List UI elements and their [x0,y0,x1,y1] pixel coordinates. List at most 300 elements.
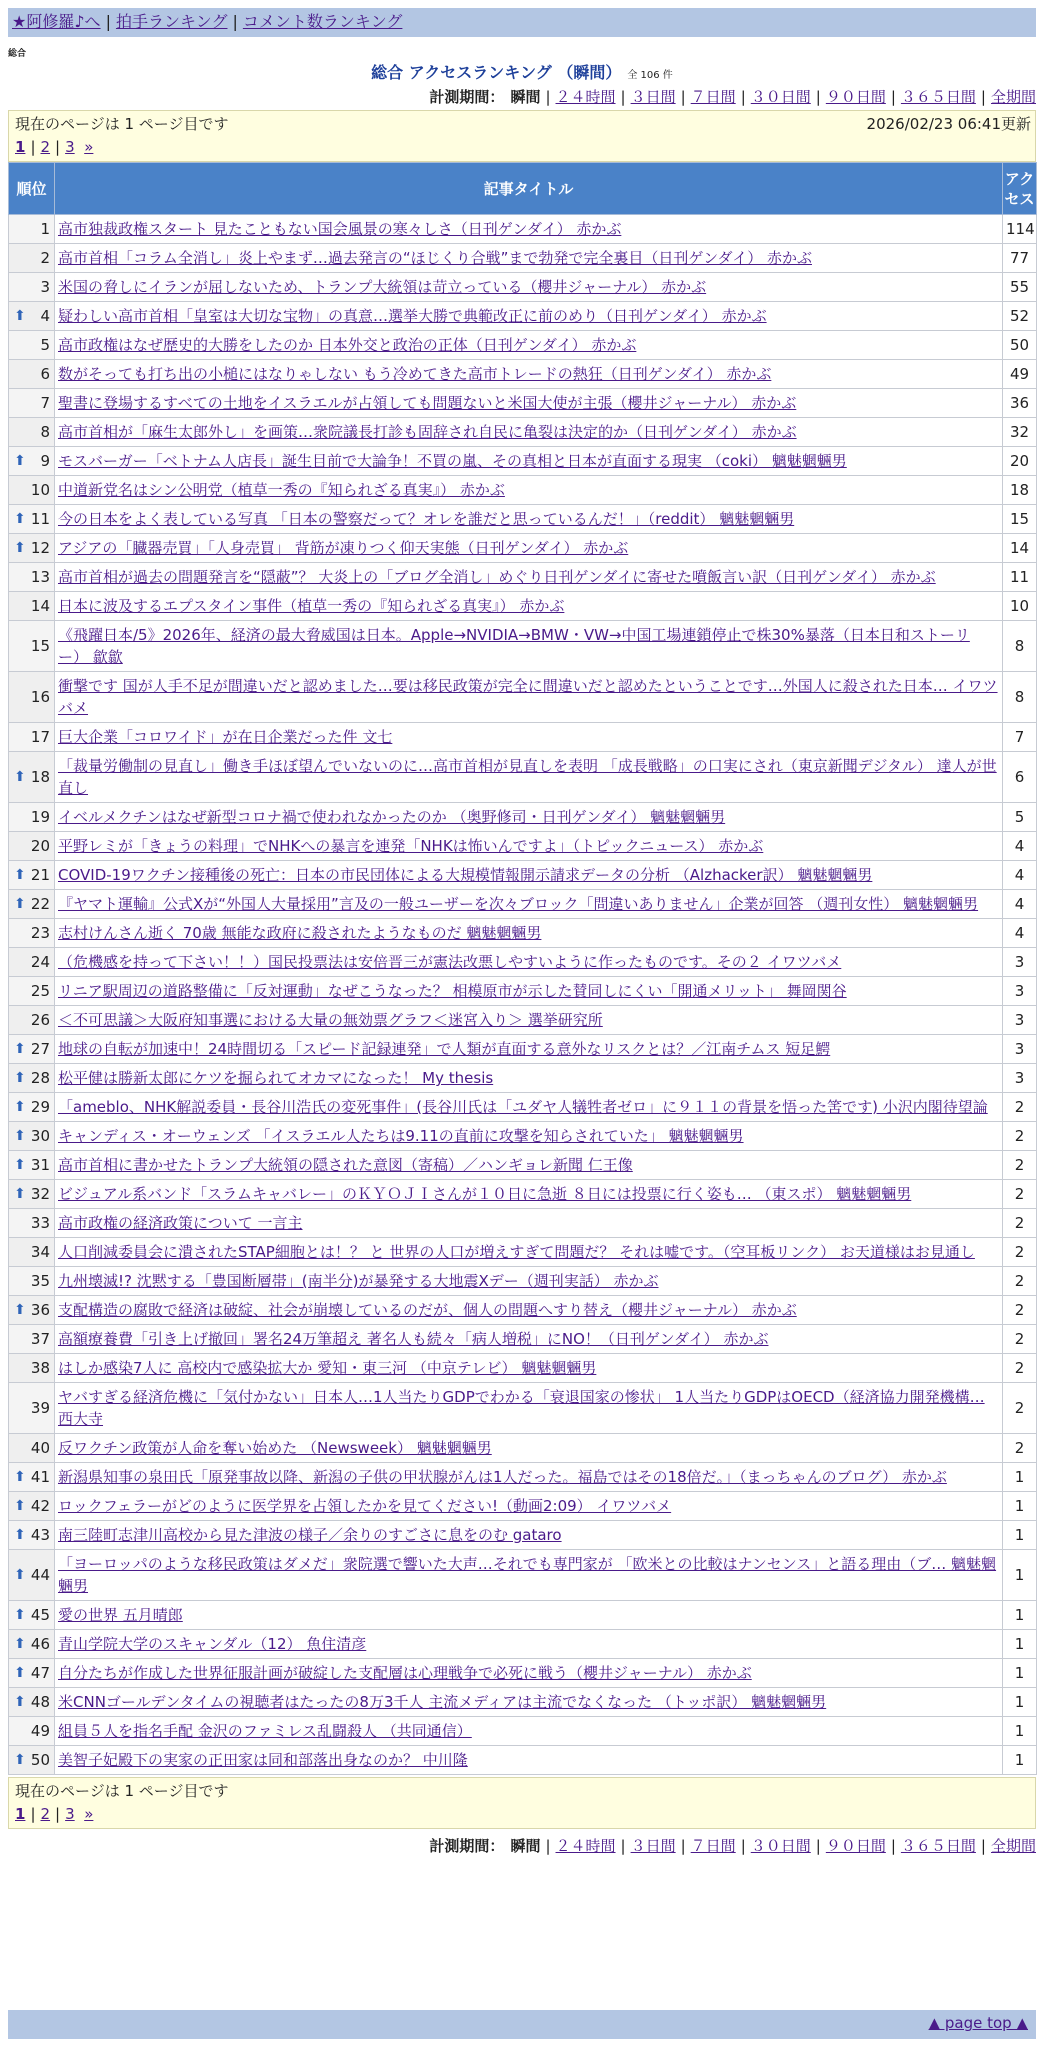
table-row [9,832,1037,861]
table-row [9,1325,1037,1354]
rank-cell [9,1688,55,1717]
page-link-2[interactable]: 2 [40,138,51,156]
table-row [9,621,1037,672]
title-cell [55,1064,1003,1093]
table-row [9,244,1037,273]
arrow-up-icon: ⬆ [14,1469,26,1485]
article-title-link[interactable]: 衝撃です 国が人手不足が間違いだと認めました…要は移民政策が完全に間違いだと認めたということです…外国人に殺された日本… イワツバメ [58,677,998,717]
title-cell [55,621,1003,672]
arrow-up-icon: ⬆ [14,1099,26,1115]
arrow-up-icon: ⬆ [14,1128,26,1144]
arrow-up-icon: ⬆ [14,1665,26,1681]
page-link-current-bottom[interactable]: 1 [15,1805,26,1823]
title-cell [55,1383,1003,1434]
period-selector-top: 計測期間： 瞬間 | ２４時間 | ３日間 | ７日間 | ３０日間 | ９０日間 | ３６５日間 | 全期間 [429,88,1036,106]
rank-number: 48 [30,1693,50,1711]
article-title-link[interactable]: ＜不可思議＞大阪府知事選における大量の無効票グラフ＜迷宮入り＞ 選挙研究所 [58,1011,603,1029]
article-title-link[interactable]: （危機感を持って下さい！！）国民投票法は安倍晋三が憲法改悪しやすいように作ったものです。その２ イワツバメ [58,953,842,971]
title-cell [55,563,1003,592]
period-30d-bottom[interactable]: ３０日間 [750,1837,811,1855]
rank-cell [9,1550,55,1601]
table-header-row [9,163,1037,215]
ranking-table-body [9,215,1037,1775]
article-title-link[interactable]: 『ヤマト運輸』公式Xが“外国人大量採用”言及の一般ユーザーを次々ブロック「問違いありません」企業が回答 （週刊女性） 魑魅魍魎男 [58,895,979,913]
article-title-link[interactable]: COVID-19ワクチン接種後の死亡：日本の市民団体による大規模情報開示請求データの分析 （Alzhacker訳） 魑魅魍魎男 [58,866,873,884]
period-3d[interactable]: ３日間 [630,88,676,106]
arrow-up-icon: ⬆ [14,867,26,883]
rank-cell [9,672,55,723]
article-title-link[interactable]: 「裁量労働制の見直し」働き手ほぼ望んでいないのに…高市首相が見直しを表明 「成長戦略」の口実にされ（東京新聞デジタル） 達人が世直し [58,757,997,797]
access-count: 1 [1003,1688,1037,1717]
article-title-link[interactable]: 今の日本をよく表している写真 「日本の警察だって？オレを誰だと思っているんだ！」（reddit） 魑魅魍魎男 [58,510,795,528]
arrow-up-icon: ⬆ [14,1607,26,1623]
title-cell [55,592,1003,621]
article-title-link[interactable]: 米CNNゴールデンタイムの視聴者はたったの8万3千人 主流メディアは主流でなくなった （トッポ訳） 魑魅魍魎男 [58,1693,827,1711]
title-cell [55,861,1003,890]
ranking-table [8,162,1037,1775]
title-cell [55,534,1003,563]
article-title-link[interactable]: 志村けんさん逝く 70歳 無能な政府に殺されたようなものだ 魑魅魍魎男 [58,924,542,942]
period-label: 計測期間： [429,88,505,106]
title-cell [55,505,1003,534]
table-row [9,1521,1037,1550]
table-row [9,1601,1037,1630]
title-cell [55,1035,1003,1064]
rank-number: 18 [30,768,50,786]
rank-cell [9,723,55,752]
total-count: 全 106 件 [627,70,673,81]
nav-link-asyura[interactable]: ★阿修羅♪へ [12,12,101,31]
article-title-link[interactable]: 高市首相に書かせたトランプ大統領の隠された意図（寄稿）／ハンギョレ新聞 仁王像 [58,1156,633,1174]
page-link-next-bottom[interactable]: » [84,1805,94,1823]
rank-cell [9,418,55,447]
period-current: 瞬間 [510,88,541,106]
rank-cell [9,360,55,389]
rank-cell [9,331,55,360]
category-label: 総合 [8,49,27,59]
rank-cell [9,1325,55,1354]
title-cell [55,890,1003,919]
title-cell [55,948,1003,977]
article-title-link[interactable]: 高市首相が「麻生太郎外し」を画策…衆院議長打診も固辞され自民に亀裂は決定的か（日刊ゲンダイ） 赤かぶ [58,423,797,441]
access-count: 10 [1003,592,1037,621]
article-title-link[interactable]: 愛の世界 五月晴郎 [58,1606,183,1624]
article-title-link[interactable]: ヤバすぎる経済危機に「気付かない」日本人…1人当たりGDPでわかる「衰退国家の惨状」 1人当たりGDPはOECD（経済協力開発機構… 西大寺 [58,1388,985,1428]
rank-number: 27 [30,1040,50,1058]
article-title-link[interactable]: 九州壊滅!? 沈黙する「豊国断層帯」(南半分)が暴発する大地震Xデー（週刊実話） 赤かぶ [58,1272,659,1290]
arrow-up-icon: ⬆ [14,1694,26,1710]
rank-cell [9,1746,55,1775]
article-title-link[interactable]: 高市独裁政権スタート 見たこともない国会風景の寒々しさ（日刊ゲンダイ） 赤かぶ [58,220,622,238]
current-page-text-bottom: 現在のページは 1 ページ目です [15,1782,229,1800]
rank-cell [9,1209,55,1238]
article-title-link[interactable]: 平野レミが「きょうの料理」でNHKへの暴言を連発「NHKは怖いんですよ」（トピックニュース） 赤かぶ [58,837,764,855]
title-cell [55,360,1003,389]
period-7d[interactable]: ７日間 [690,88,736,106]
rank-number: 1 [40,220,50,238]
article-title-link[interactable]: 高市政権の経済政策について 一言主 [58,1214,303,1232]
table-row [9,1064,1037,1093]
article-title-link[interactable]: 地球の自転が加速中！24時間切る「スピード記録連発」で人類が直面する意外なリスクとは？／江南チムス 短足鰐 [58,1040,831,1058]
rank-number: 5 [40,336,50,354]
access-count: 11 [1003,563,1037,592]
table-row [9,1659,1037,1688]
period-90d-bottom[interactable]: ９０日間 [825,1837,886,1855]
article-title-link[interactable]: キャンディス・オーウェンズ 「イスラエル人たちは9.11の直前に攻撃を知らされていた」 魑魅魍魎男 [58,1127,744,1145]
table-row [9,1209,1037,1238]
access-count: 8 [1003,621,1037,672]
rank-number: 10 [30,481,50,499]
rank-cell [9,948,55,977]
table-row [9,672,1037,723]
table-row [9,418,1037,447]
rank-number: 29 [30,1098,50,1116]
title-cell [55,1122,1003,1151]
access-count: 18 [1003,476,1037,505]
page-link-next[interactable]: » [84,138,94,156]
rank-number: 13 [30,568,50,586]
rank-cell [9,803,55,832]
arrow-up-icon: ⬆ [14,511,26,527]
rank-cell [9,447,55,476]
rank-number: 26 [30,1011,50,1029]
article-title-link[interactable]: 《飛躍日本/5》2026年、経済の最大脅威国は日本。Apple→NVIDIA→BMW・VW→中国工場連鎖停止で株30%暴落（日本日和ストーリー） 歙歙 [58,626,970,666]
rank-cell [9,1035,55,1064]
arrow-up-icon: ⬆ [14,1752,26,1768]
arrow-up-icon: ⬆ [14,1070,26,1086]
article-title-link[interactable]: 支配構造の腐敗で経済は破綻、社会が崩壊しているのだが、個人の問題へすり替え（櫻井ジャーナル） 赤かぶ [58,1301,797,1319]
rank-number: 42 [30,1497,50,1515]
rank-number: 24 [30,953,50,971]
rank-cell [9,1354,55,1383]
access-count: 2 [1003,1180,1037,1209]
access-count: 15 [1003,505,1037,534]
access-count: 7 [1003,723,1037,752]
title-cell [55,1746,1003,1775]
table-row [9,592,1037,621]
rank-cell [9,592,55,621]
access-count: 3 [1003,1006,1037,1035]
rank-number: 31 [30,1156,50,1174]
access-count: 1 [1003,1717,1037,1746]
access-count: 36 [1003,389,1037,418]
arrow-up-icon: ⬆ [14,1302,26,1318]
period-365d-bottom[interactable]: ３６５日間 [900,1837,976,1855]
rank-cell [9,1006,55,1035]
access-count: 1 [1003,1521,1037,1550]
title-cell [55,389,1003,418]
nav-link-clap-ranking[interactable]: 拍手ランキング [115,12,228,31]
access-count: 1 [1003,1601,1037,1630]
article-title-link[interactable]: 青山学院大学のスキャンダル（12） 魚住清彦 [58,1635,367,1653]
article-title-link[interactable]: 人口削減委員会に潰されたSTAP細胞とは！？ と 世界の人口が増えすぎて問題だ？ それは嘘です。（空耳板リンク） お天道様はお見通し [58,1243,975,1261]
page-status-bottom [8,1777,1036,1829]
article-title-link[interactable]: 「ameblo、NHK解説委員・長谷川浩氏の変死事件」(長谷川氏は「ユダヤ人犠牲者ゼロ」に９１１の背景を悟った筈です) 小沢内閣待望論 [58,1098,988,1116]
article-title-link[interactable]: はしか感染7人に 高校内で感染拡大か 愛知・東三河 （中京テレビ） 魑魅魍魎男 [58,1359,597,1377]
table-row [9,803,1037,832]
rank-cell [9,505,55,534]
table-row [9,890,1037,919]
period-3d-bottom[interactable]: ３日間 [630,1837,676,1855]
current-page-text: 現在のページは 1 ページ目です [15,115,229,133]
rank-number: 11 [30,510,50,528]
period-30d[interactable]: ３０日間 [750,88,811,106]
rank-cell [9,752,55,803]
title-cell [55,919,1003,948]
title-cell [55,331,1003,360]
access-count: 20 [1003,447,1037,476]
table-row [9,1151,1037,1180]
article-title-link[interactable]: 日本に波及するエプスタイン事件（植草一秀の『知られざる真実』） 赤かぶ [58,597,565,615]
page-top-link[interactable]: ▲ page top ▲ [928,2014,1028,2032]
rank-cell [9,832,55,861]
rank-number: 32 [30,1185,50,1203]
article-title-link[interactable]: 組員５人を指名手配 金沢のファミレス乱闘殺人 （共同通信） [58,1722,472,1740]
table-row [9,534,1037,563]
period-selector-bottom: 計測期間： 瞬間 | ２４時間 | ３日間 | ７日間 | ３０日間 | ９０日間 | ３６５日間 | 全期間 [429,1837,1036,1855]
rank-cell [9,273,55,302]
rank-cell [9,302,55,331]
access-count: 77 [1003,244,1037,273]
rank-number: 12 [30,539,50,557]
rank-cell [9,1267,55,1296]
access-count: 1 [1003,1492,1037,1521]
article-title-link[interactable]: 反ワクチン政策が人命を奪い始めた （Newsweek） 魑魅魍魎男 [58,1439,492,1457]
access-count: 4 [1003,890,1037,919]
table-row [9,447,1037,476]
rank-cell [9,1122,55,1151]
arrow-up-icon: ⬆ [14,1567,26,1583]
article-title-link[interactable]: モスバーガー「ベトナム人店長」誕生目前で大論争！不買の嵐、その真相と日本が直面する現実 （coki） 魑魅魍魎男 [58,452,847,470]
title-cell [55,418,1003,447]
period-label-bottom: 計測期間： [429,1837,505,1855]
access-count: 52 [1003,302,1037,331]
rank-cell [9,1492,55,1521]
rank-number: 14 [30,597,50,615]
title-cell [55,1151,1003,1180]
rank-number: 30 [30,1127,50,1145]
rank-number: 41 [30,1468,50,1486]
rank-number: 4 [40,307,50,325]
access-count: 114 [1003,215,1037,244]
access-count: 32 [1003,418,1037,447]
bottom-bar [8,2010,1036,2039]
access-count: 2 [1003,1383,1037,1434]
page-link-current[interactable]: 1 [15,138,26,156]
access-count: 3 [1003,948,1037,977]
page-link-3[interactable]: 3 [65,138,75,156]
article-title-link[interactable]: 中道新党名はシン公明党（植草一秀の『知られざる真実』） 赤かぶ [58,481,505,499]
arrow-up-icon: ⬆ [14,1527,26,1543]
rank-cell [9,977,55,1006]
arrow-up-icon: ⬆ [14,1041,26,1057]
access-count: 49 [1003,360,1037,389]
arrow-up-icon: ⬆ [14,1636,26,1652]
table-row [9,1122,1037,1151]
header-rank: 順位 [9,163,55,215]
rank-cell [9,890,55,919]
table-row [9,1006,1037,1035]
table-row [9,919,1037,948]
rank-cell [9,1630,55,1659]
rank-number: 33 [30,1214,50,1232]
rank-number: 2 [40,249,50,267]
rank-number: 25 [30,982,50,1000]
article-title-link[interactable]: 新潟県知事の泉田氏「原発事故以降、新潟の子供の甲状腺がんは1人だった。福島ではその18倍だ。」（まっちゃんのブログ） 赤かぶ [58,1468,947,1486]
title-cell [55,752,1003,803]
access-count: 2 [1003,1238,1037,1267]
article-title-link[interactable]: 高市首相が過去の問題発言を“隠蔽”？ 大炎上の「ブログ全消し」めぐり日刊ゲンダイに寄せた噴飯言い訳（日刊ゲンダイ） 赤かぶ [58,568,936,586]
updated-timestamp: 2026/02/23 06:41更新 [866,115,1031,133]
rank-number: 17 [30,728,50,746]
table-row [9,1035,1037,1064]
table-row [9,1354,1037,1383]
rank-number: 16 [30,688,50,706]
article-title-link[interactable]: イベルメクチンはなぜ新型コロナ禍で使われなかったのか （奥野修司・日刊ゲンダイ） 魑魅魍魎男 [58,808,726,826]
table-row [9,389,1037,418]
rank-number: 22 [30,895,50,913]
access-count: 2 [1003,1267,1037,1296]
article-title-link[interactable]: 南三陸町志津川高校から見た津波の様子／余りのすごさに息をのむ gataro [58,1526,562,1544]
access-count: 1 [1003,1550,1037,1601]
article-title-link[interactable]: 自分たちが作成した世界征服計画が破綻した支配層は心理戦争で必死に戦う（櫻井ジャーナル） 赤かぶ [58,1664,752,1682]
rank-number: 7 [40,394,50,412]
rank-cell [9,1296,55,1325]
arrow-up-icon: ⬆ [14,769,26,785]
title-cell [55,244,1003,273]
rank-cell [9,534,55,563]
article-title-link[interactable]: ロックフェラーがどのように医学界を占領したかを見てください!（動画2:09） イワツバメ [58,1497,672,1515]
period-all[interactable]: 全期間 [990,88,1036,106]
table-row [9,360,1037,389]
page-status-top [8,110,1036,162]
pagination-top: 1 | 2 | 3 » [15,138,94,156]
access-count: 50 [1003,331,1037,360]
arrow-up-icon: ⬆ [14,1186,26,1202]
article-title-link[interactable]: 美智子妃殿下の実家の正田家は同和部落出身なのか？ 中川隆 [58,1751,468,1769]
rank-cell [9,1601,55,1630]
title-cell [55,1180,1003,1209]
period-365d[interactable]: ３６５日間 [900,88,976,106]
access-count: 4 [1003,919,1037,948]
rank-cell [9,1434,55,1463]
article-title-link[interactable]: リニア駅周辺の道路整備に「反対運動」なぜこうなった？ 相模原市が示した賛同しにくい「開通メリット」 舞岡関谷 [58,982,847,1000]
period-24h[interactable]: ２４時間 [555,88,616,106]
rank-cell [9,215,55,244]
access-count: 3 [1003,977,1037,1006]
table-row [9,1717,1037,1746]
title-cell [55,672,1003,723]
table-row [9,1746,1037,1775]
title-cell [55,215,1003,244]
page-link-3-bottom[interactable]: 3 [65,1805,75,1823]
rank-cell [9,244,55,273]
article-title-link[interactable]: ビジュアル系バンド「スラムキャバレー」のＫＹＯＪＩさんが１０日に急逝 ８日には投票に行く姿も… （東スポ） 魑魅魍魎男 [58,1185,912,1203]
rank-cell [9,1238,55,1267]
table-row [9,1267,1037,1296]
rank-number: 46 [30,1635,50,1653]
article-title-link[interactable]: 高額療養費「引き上げ撤回」署名24万筆超え 著名人も続々「病人増税」にNO！（日刊ゲンダイ） 赤かぶ [58,1330,769,1348]
rank-number: 15 [30,637,50,655]
rank-number: 20 [30,837,50,855]
rank-number: 34 [30,1243,50,1261]
rank-number: 36 [30,1301,50,1319]
header-title: 記事タイトル [55,163,1003,215]
article-title-link[interactable]: 数がそっても打ち出の小槌にはなりゃしない もう冷めてきた高市トレードの熱狂（日刊ゲンダイ） 赤かぶ [58,365,772,383]
access-count: 55 [1003,273,1037,302]
rank-number: 47 [30,1664,50,1682]
period-all-bottom[interactable]: 全期間 [990,1837,1036,1855]
top-nav-bar [8,8,1036,37]
rank-cell [9,476,55,505]
article-title-link[interactable]: アジアの「臓器売買」「人身売買」 背筋が凍りつく仰天実態（日刊ゲンダイ） 赤かぶ [58,539,629,557]
rank-number: 50 [30,1751,50,1769]
article-title-link[interactable]: 米国の脅しにイランが屈しないため、トランプ大統領は苛立っている（櫻井ジャーナル） 赤かぶ [58,278,707,296]
rank-number: 9 [40,452,50,470]
title-cell [55,1492,1003,1521]
table-row [9,1550,1037,1601]
rank-cell [9,1093,55,1122]
rank-number: 23 [30,924,50,942]
table-row [9,273,1037,302]
page-link-2-bottom[interactable]: 2 [40,1805,51,1823]
access-count: 14 [1003,534,1037,563]
table-row [9,1688,1037,1717]
rank-cell [9,1521,55,1550]
title-cell [55,723,1003,752]
title-cell [55,302,1003,331]
access-count: 2 [1003,1093,1037,1122]
period-7d-bottom[interactable]: ７日間 [690,1837,736,1855]
article-title-link[interactable]: 松平健は勝新太郎にケツを掘られてオカマになった！ My thesis [58,1069,494,1087]
table-row [9,1180,1037,1209]
table-row [9,563,1037,592]
arrow-up-icon: ⬆ [14,896,26,912]
table-row [9,1630,1037,1659]
access-count: 1 [1003,1463,1037,1492]
article-title-link[interactable]: 聖書に登場するすべての土地をイスラエルが占領しても問題ないと米国大使が主張（櫻井ジャーナル） 赤かぶ [58,394,797,412]
article-title-link[interactable]: 高市首相「コラム全消し」炎上やまず…過去発言の“ほじくり合戦”まで勃発で完全裏目（日刊ゲンダイ） 赤かぶ [58,249,812,267]
rank-cell [9,861,55,890]
article-title-link[interactable]: 「ヨーロッパのような移民政策はダメだ」衆院選で響いた大声…それでも専門家が 「欧米との比較はナンセンス」と語る理由（ブ… 魑魅魍魎男 [58,1555,997,1595]
table-row [9,1093,1037,1122]
rank-number: 19 [30,808,50,826]
period-24h-bottom[interactable]: ２４時間 [555,1837,616,1855]
access-count: 2 [1003,1122,1037,1151]
article-title-link[interactable]: 高市政権はなぜ歴史的大勝をしたのか 日本外交と政治の正体（日刊ゲンダイ） 赤かぶ [58,336,637,354]
article-title-link[interactable]: 巨大企業「コロワイド」が在日企業だった件 文七 [58,728,393,746]
article-title-link[interactable]: 疑わしい高市首相「皇室は大切な宝物」の真意…選挙大勝で典範改正に前のめり（日刊ゲンダイ） 赤かぶ [58,307,767,325]
access-count: 2 [1003,1434,1037,1463]
rank-number: 43 [30,1526,50,1544]
access-count: 4 [1003,861,1037,890]
arrow-up-icon: ⬆ [14,540,26,556]
rank-number: 38 [30,1359,50,1377]
table-row [9,1492,1037,1521]
table-row [9,302,1037,331]
rank-number: 40 [30,1439,50,1457]
nav-link-comment-ranking[interactable]: コメント数ランキング [242,12,403,31]
title-cell [55,1717,1003,1746]
period-90d[interactable]: ９０日間 [825,88,886,106]
access-count: 8 [1003,672,1037,723]
title-cell [55,447,1003,476]
arrow-up-icon: ⬆ [14,1157,26,1173]
table-row [9,948,1037,977]
rank-number: 49 [30,1722,50,1740]
table-row [9,861,1037,890]
rank-number: 28 [30,1069,50,1087]
